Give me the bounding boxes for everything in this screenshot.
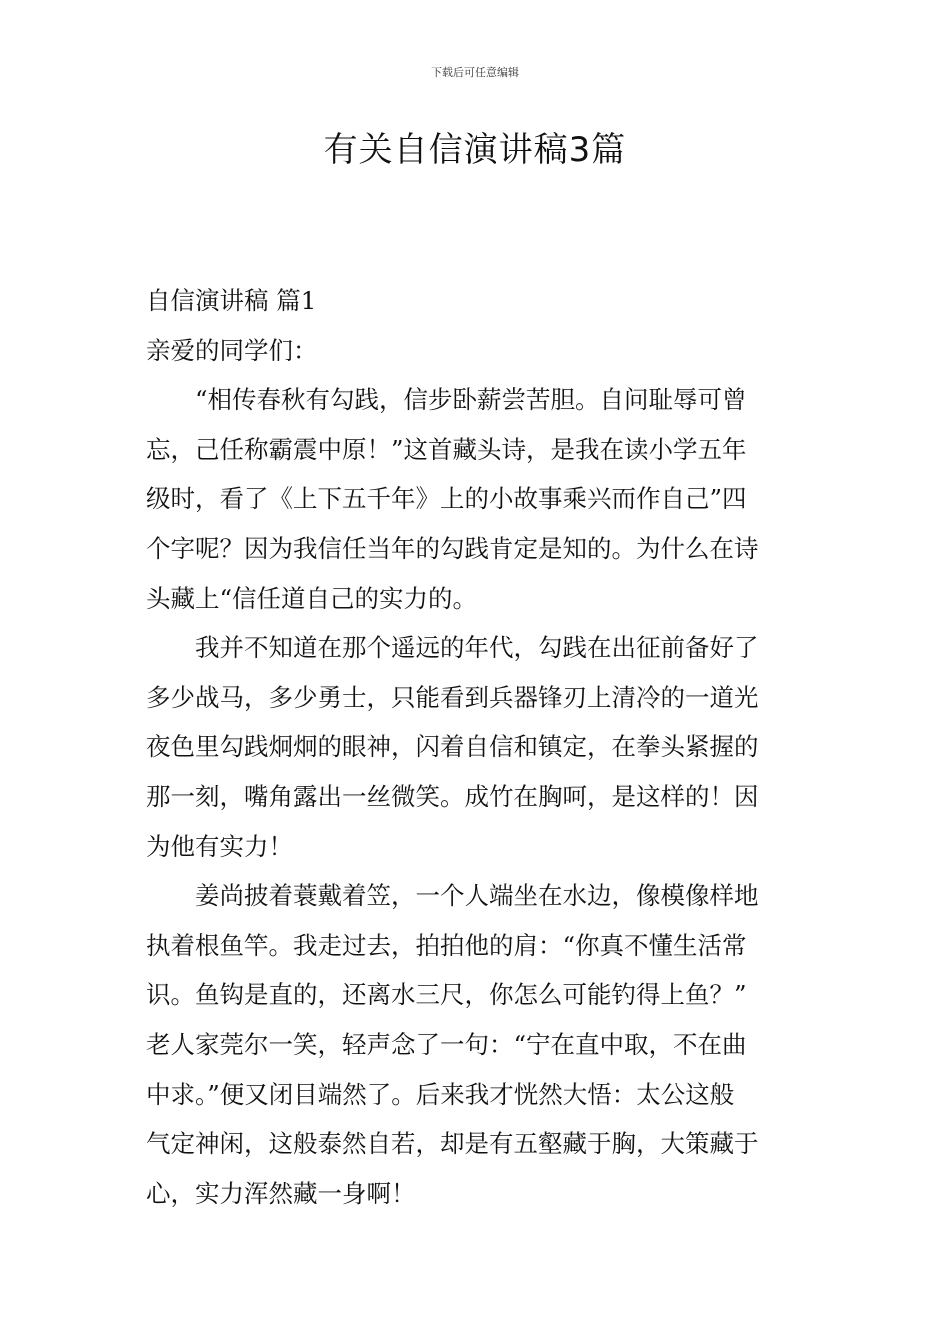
paragraph-3-line: 中求。”便又闭目端然了。后来我才恍然大悟：太公这般 xyxy=(146,1079,735,1109)
paragraph-2-line: 为他有实力！ xyxy=(146,831,293,861)
paragraph-3-line: 执着根鱼竿。我走过去，拍拍他的肩：“你真不懂生活常 xyxy=(146,930,747,960)
paragraph-3-line: 心，实力浑然藏一身啊！ xyxy=(146,1178,416,1208)
paragraph-2-line: 夜色里勾践炯炯的眼神，闪着自信和镇定，在拳头紧握的 xyxy=(146,732,759,762)
paragraph-3-line: 姜尚披着蓑戴着笠，一个人端坐在水边，像模像样地 xyxy=(195,881,759,911)
paragraph-3-line: 老人家莞尔一笑，轻声念了一句：“宁在直中取，不在曲 xyxy=(146,1029,747,1059)
page-header-note: 下载后可任意编辑 xyxy=(431,66,519,79)
document-body xyxy=(146,276,806,1218)
paragraph-3-line: 气定神闲，这般泰然自若，却是有五壑藏于胸，大策藏于 xyxy=(146,1129,759,1159)
paragraph-2-line: 多少战马，多少勇士，只能看到兵器锋刃上清冷的一道光 xyxy=(146,682,759,712)
section-heading: 自信演讲稿 篇1 xyxy=(146,286,317,315)
paragraph-1-line: 忘，己任称霸震中原！”这首藏头诗，是我在读小学五年 xyxy=(146,434,747,464)
paragraph-2-line: 那一刻，嘴角露出一丝微笑。成竹在胸呵，是这样的！因 xyxy=(146,781,759,811)
paragraph-1-line: 头藏上“信任道自己的实力的。 xyxy=(146,583,478,613)
paragraph-1-line: 级时，看了《上下五千年》上的小故事乘兴而作自己”四 xyxy=(146,484,747,514)
salutation: 亲爱的同学们： xyxy=(146,335,318,365)
paragraph-3-line: 识。鱼钩是直的，还离水三尺，你怎么可能钓得上鱼？” xyxy=(146,980,747,1010)
document-title: 有关自信演讲稿3篇 xyxy=(323,130,627,170)
paragraph-1-line: 个字呢？因为我信任当年的勾践肯定是知的。为什么在诗 xyxy=(146,533,759,563)
paragraph-2-line: 我并不知道在那个遥远的年代，勾践在出征前备好了 xyxy=(195,633,759,663)
paragraph-1-line: “相传春秋有勾践，信步卧薪尝苦胆。自问耻辱可曾 xyxy=(195,385,747,415)
